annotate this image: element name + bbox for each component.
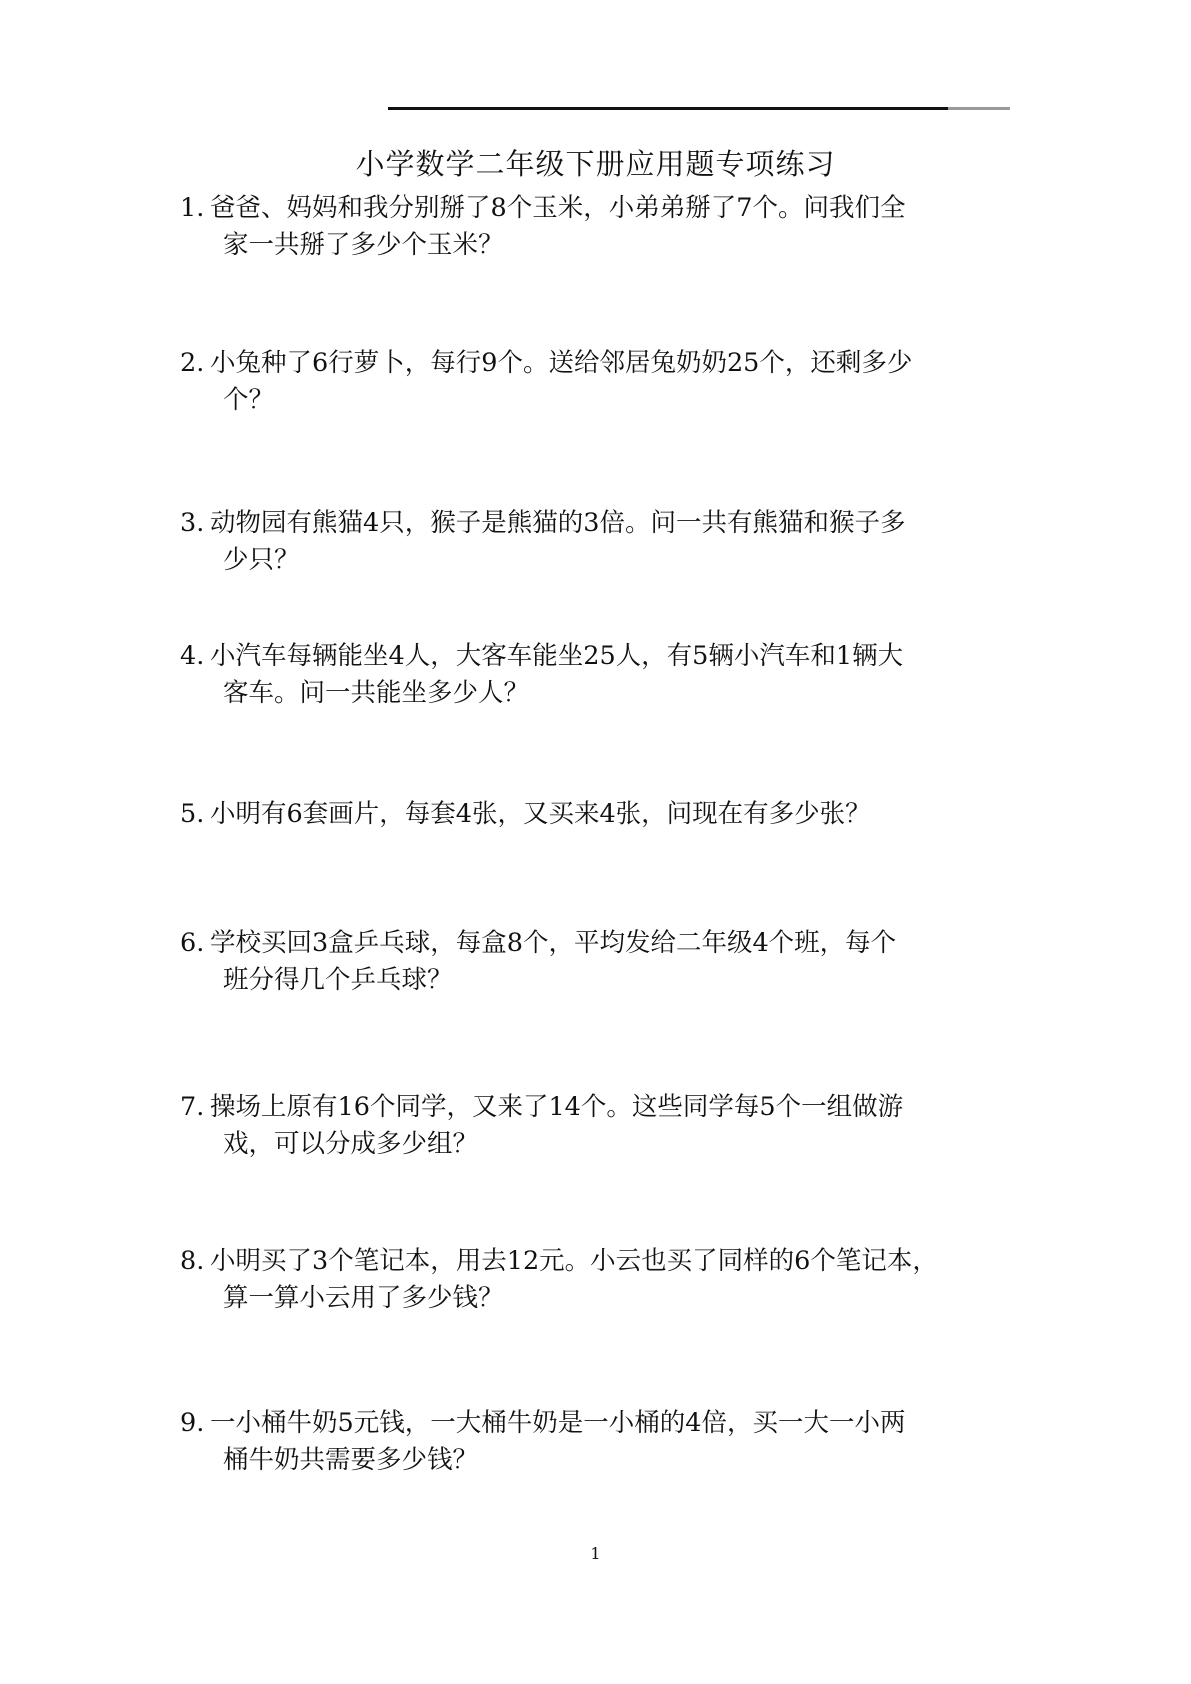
question-text-continued: 戏，可以分成多少组？ bbox=[223, 1129, 479, 1159]
question-text-continued: 桶牛奶共需要多少钱？ bbox=[223, 1445, 479, 1475]
question-text: 小汽车每辆能坐4人，大客车能坐25人，有5辆小汽车和1辆大 bbox=[210, 641, 904, 671]
question-1 bbox=[180, 190, 1000, 264]
question-text: 小明有6套画片，每套4张，又买来4张，问现在有多少张？ bbox=[210, 799, 871, 829]
question-text-continued: 少只？ bbox=[223, 545, 300, 575]
question-number: 3. bbox=[180, 508, 205, 538]
question-number: 6. bbox=[180, 928, 205, 958]
question-4 bbox=[180, 638, 1000, 712]
question-3 bbox=[180, 505, 1000, 579]
question-number: 4. bbox=[180, 641, 205, 671]
question-number: 2. bbox=[180, 348, 205, 378]
header-rule-dark bbox=[388, 107, 948, 110]
question-text-continued: 家一共掰了多少个玉米？ bbox=[223, 230, 504, 260]
question-text-continued: 班分得几个乒乓球？ bbox=[223, 965, 453, 995]
question-text-continued: 客车。问一共能坐多少人？ bbox=[223, 678, 530, 708]
question-text-continued: 个？ bbox=[223, 385, 275, 415]
question-number: 9. bbox=[180, 1408, 205, 1438]
question-8 bbox=[180, 1243, 1000, 1317]
question-number: 1. bbox=[180, 193, 205, 223]
question-9 bbox=[180, 1405, 1000, 1479]
question-text: 操场上原有16个同学，又来了14个。这些同学每5个一组做游 bbox=[210, 1092, 904, 1122]
question-number: 7. bbox=[180, 1092, 205, 1122]
question-number: 8. bbox=[180, 1246, 205, 1276]
question-number: 5. bbox=[180, 799, 205, 829]
question-text-continued: 算一算小云用了多少钱？ bbox=[223, 1283, 504, 1313]
question-text: 爸爸、妈妈和我分别掰了8个玉米，小弟弟掰了7个。问我们全 bbox=[210, 193, 906, 223]
question-5 bbox=[180, 796, 1000, 833]
page-number: 1 bbox=[590, 1544, 601, 1563]
page-title: 小学数学二年级下册应用题专项练习 bbox=[355, 147, 836, 181]
question-text: 动物园有熊猫4只，猴子是熊猫的3倍。问一共有熊猫和猴子多 bbox=[210, 508, 906, 538]
question-6 bbox=[180, 925, 1000, 999]
question-7 bbox=[180, 1089, 1000, 1163]
header-rule-grey bbox=[948, 107, 1010, 110]
question-text: 小明买了3个笔记本，用去12元。小云也买了同样的6个笔记本， bbox=[210, 1246, 938, 1276]
question-text: 学校买回3盒乒乓球，每盒8个，平均发给二年级4个班，每个 bbox=[210, 928, 897, 958]
question-text: 小兔种了6行萝卜，每行9个。送给邻居兔奶奶25个，还剩多少 bbox=[210, 348, 913, 378]
question-2 bbox=[180, 345, 1000, 419]
question-text: 一小桶牛奶5元钱，一大桶牛奶是一小桶的4倍，买一大一小两 bbox=[210, 1408, 906, 1438]
